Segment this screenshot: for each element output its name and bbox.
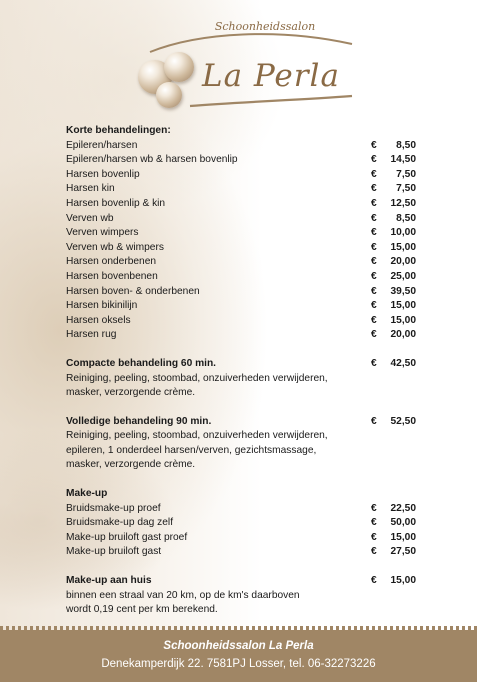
item-price: 7,50	[396, 183, 416, 195]
treatment-description: masker, verzorgende crème.	[66, 387, 196, 399]
item-label: Harsen oksels	[66, 314, 131, 326]
currency-symbol: €	[371, 270, 377, 282]
item-price: 8,50	[396, 139, 416, 151]
price-row	[66, 531, 416, 546]
price-row	[66, 285, 416, 300]
item-price: 14,50	[390, 154, 416, 166]
item-label: Verven wb	[66, 212, 114, 224]
item-price: 22,50	[390, 502, 416, 514]
treatment-description: Reiniging, peeling, stoombad, onzuiverheden verwijderen,	[66, 372, 328, 384]
item-price: 8,50	[396, 212, 416, 224]
logo-top-text: Schoonheidssalon	[214, 20, 316, 33]
makeup-list	[66, 502, 416, 560]
currency-symbol: €	[371, 575, 377, 587]
item-price: 50,00	[390, 517, 416, 529]
price-row	[66, 516, 416, 531]
item-price: 15,00	[390, 314, 416, 326]
treatment-description: wordt 0,19 cent per km berekend.	[66, 604, 218, 616]
treatment-title: Make-up aan huis	[66, 575, 152, 587]
treatment-description: Reiniging, peeling, stoombad, onzuiverheden verwijderen,	[66, 430, 328, 442]
price-row	[66, 314, 416, 329]
section-title: Make-up	[66, 488, 108, 500]
item-price: 27,50	[390, 546, 416, 558]
treatment-row	[66, 357, 416, 372]
short-treatments-list	[66, 139, 416, 343]
price-row	[66, 270, 416, 285]
item-label: Epileren/harsen wb & harsen bovenlip	[66, 154, 238, 166]
price-row	[66, 139, 416, 154]
item-label: Harsen bovenlip & kin	[66, 197, 166, 209]
price-row	[66, 168, 416, 183]
treatment-description: binnen een straal van 20 km, op de km's daarboven	[66, 589, 300, 601]
item-label: Bruidsmake-up proef	[66, 502, 161, 514]
price-row	[66, 299, 416, 314]
pearl-icon	[164, 52, 194, 82]
pearl-icon	[156, 82, 182, 108]
price-row	[66, 255, 416, 270]
price-row	[66, 226, 416, 241]
salon-logo	[130, 14, 360, 119]
currency-symbol: €	[371, 285, 377, 297]
treatment-row	[66, 574, 416, 589]
price-row	[66, 502, 416, 517]
currency-symbol: €	[371, 502, 377, 514]
item-price: 15,00	[390, 531, 416, 543]
item-price: 20,00	[390, 256, 416, 268]
item-price: 10,00	[390, 227, 416, 239]
item-price: 15,00	[390, 300, 416, 312]
treatment-description: masker, verzorgende crème.	[66, 459, 196, 471]
currency-symbol: €	[371, 314, 377, 326]
item-label: Verven wb & wimpers	[66, 241, 164, 253]
item-label: Harsen bikinilijn	[66, 300, 138, 312]
item-label: Harsen boven- & onderbenen	[66, 285, 200, 297]
currency-symbol: €	[371, 139, 377, 151]
item-label: Verven wimpers	[66, 227, 139, 239]
item-label: Harsen onderbenen	[66, 256, 157, 268]
item-price: 20,00	[390, 329, 416, 341]
currency-symbol: €	[371, 329, 377, 341]
item-label: Make-up bruiloft gast	[66, 546, 162, 558]
item-label: Harsen rug	[66, 329, 117, 341]
treatment-price: 15,00	[390, 575, 416, 587]
footer-address: Denekamperdijk 22. 7581PJ Losser, tel. 06-32273226	[101, 658, 376, 670]
price-row	[66, 241, 416, 256]
currency-symbol: €	[371, 546, 377, 558]
currency-symbol: €	[371, 531, 377, 543]
currency-symbol: €	[371, 212, 377, 224]
item-price: 7,50	[396, 168, 416, 180]
treatment-title: Compacte behandeling 60 min.	[66, 357, 217, 369]
currency-symbol: €	[371, 227, 377, 239]
item-label: Harsen kin	[66, 183, 115, 195]
price-row	[66, 212, 416, 227]
item-label: Make-up bruiloft gast proef	[66, 531, 188, 543]
currency-symbol: €	[371, 415, 377, 427]
footer-salon-name: Schoonheidssalon La Perla	[163, 640, 314, 652]
price-list	[66, 124, 416, 618]
currency-symbol: €	[371, 357, 377, 369]
price-row	[66, 182, 416, 197]
price-row	[66, 153, 416, 168]
logo-main-text: La Perla	[202, 58, 340, 94]
item-price: 12,50	[390, 197, 416, 209]
item-price: 25,00	[390, 270, 416, 282]
treatment-title: Volledige behandeling 90 min.	[66, 415, 212, 427]
item-price: 15,00	[390, 241, 416, 253]
item-label: Harsen bovenbenen	[66, 270, 158, 282]
treatment-description: epileren, 1 onderdeel harsen/verven, gezichtsmassage,	[66, 444, 317, 456]
treatment-price: 42,50	[390, 357, 416, 369]
currency-symbol: €	[371, 256, 377, 268]
currency-symbol: €	[371, 197, 377, 209]
price-row	[66, 545, 416, 560]
item-label: Bruidsmake-up dag zelf	[66, 517, 174, 529]
currency-symbol: €	[371, 517, 377, 529]
price-row	[66, 328, 416, 343]
currency-symbol: €	[371, 300, 377, 312]
currency-symbol: €	[371, 241, 377, 253]
price-row	[66, 197, 416, 212]
item-label: Harsen bovenlip	[66, 168, 140, 180]
item-label: Epileren/harsen	[66, 139, 138, 151]
currency-symbol: €	[371, 154, 377, 166]
treatment-row	[66, 415, 416, 430]
section-title: Korte behandelingen:	[66, 125, 171, 136]
footer	[0, 630, 477, 682]
treatment-price: 52,50	[390, 415, 416, 427]
item-price: 39,50	[390, 285, 416, 297]
currency-symbol: €	[371, 183, 377, 195]
currency-symbol: €	[371, 168, 377, 180]
